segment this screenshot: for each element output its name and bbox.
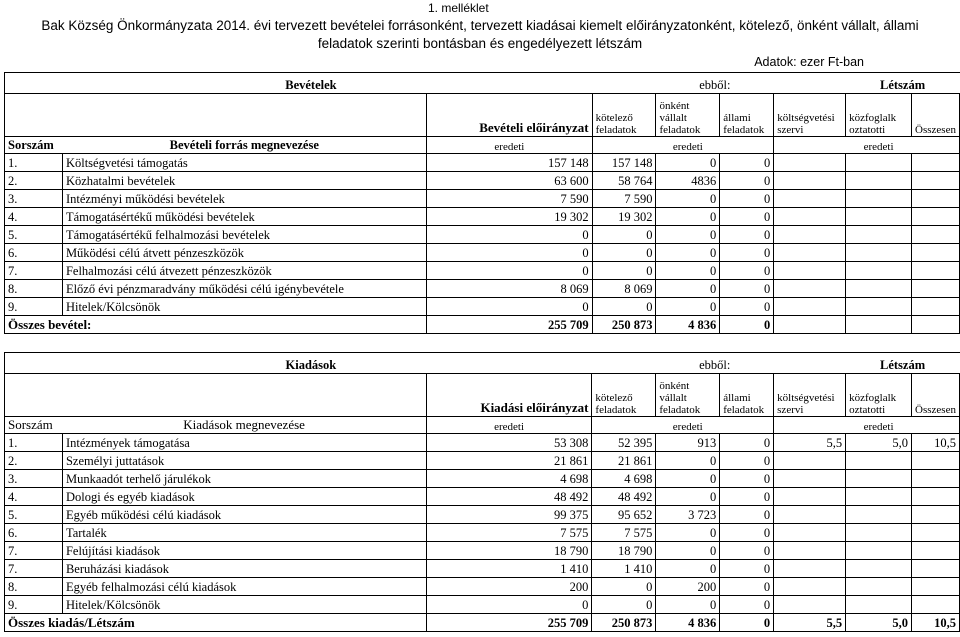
row-koltsegvetesi	[774, 560, 846, 578]
revenue-sorszam-label: Sorszám	[5, 137, 63, 154]
row-kotelezo: 8 069	[592, 280, 656, 298]
row-osszesen	[912, 578, 960, 596]
row-number: 4.	[5, 208, 63, 226]
row-osszesen	[912, 172, 960, 190]
row-total: 53 308	[426, 434, 592, 452]
row-name: Támogatásértékű felhalmozási bevételek	[62, 226, 426, 244]
row-kozfoglalk	[846, 542, 912, 560]
table-row	[5, 560, 960, 578]
table-row	[5, 470, 960, 488]
title-line-1: Bak Község Önkormányzata 2014. évi tervezett bevételei forrásonként, tervezett kiadásai kiemelt előirányzatonként, kötelező, önként vállalt, állami	[41, 18, 919, 33]
row-total: 18 790	[426, 542, 592, 560]
row-onkent: 0	[656, 262, 720, 280]
revenue-appropriation-header: Bevételi előirányzat	[427, 94, 593, 137]
row-kozfoglalk	[846, 506, 912, 524]
row-number: 6.	[5, 244, 63, 262]
row-kotelezo: 0	[592, 244, 656, 262]
row-osszesen	[912, 542, 960, 560]
revenue-col-koltsegvetesi: költségvetési szervi	[774, 94, 846, 137]
row-total: 0	[427, 262, 593, 280]
revenue-col-allami: állami feladatok	[720, 94, 774, 137]
row-kozfoglalk	[846, 560, 912, 578]
row-onkent: 200	[656, 578, 720, 596]
expense-col-osszesen: Összesen	[912, 374, 960, 417]
row-number: 7.	[5, 262, 63, 280]
row-osszesen	[912, 596, 960, 614]
total-koltsegvetesi	[774, 316, 846, 334]
row-koltsegvetesi	[774, 524, 846, 542]
row-kozfoglalk	[846, 578, 912, 596]
total-allami: 0	[720, 316, 774, 334]
row-osszesen	[912, 262, 960, 280]
row-onkent: 0	[656, 280, 720, 298]
expense-col-onkent: önként vállalt feladatok	[656, 374, 720, 417]
revenue-eredeti-3: eredeti	[846, 137, 912, 154]
row-koltsegvetesi	[774, 542, 846, 560]
row-kozfoglalk	[846, 172, 912, 190]
row-total: 21 861	[426, 452, 592, 470]
row-koltsegvetesi	[774, 578, 846, 596]
table-row	[5, 488, 960, 506]
row-total: 157 148	[427, 154, 593, 172]
table-row	[5, 452, 960, 470]
row-kozfoglalk	[846, 226, 912, 244]
row-kotelezo: 0	[592, 226, 656, 244]
total-osszesen: 10,5	[912, 614, 960, 632]
row-kozfoglalk	[846, 262, 912, 280]
row-onkent: 0	[656, 298, 720, 316]
row-name: Felújítási kiadások	[62, 542, 426, 560]
row-onkent: 0	[656, 226, 720, 244]
row-kotelezo: 1 410	[592, 560, 656, 578]
row-number: 5.	[5, 226, 63, 244]
table-row	[5, 172, 960, 190]
row-name: Intézmények támogatása	[62, 434, 426, 452]
row-osszesen	[912, 298, 960, 316]
annex-label: 1. melléklet	[428, 1, 489, 15]
row-kotelezo: 7 590	[592, 190, 656, 208]
row-allami: 0	[720, 524, 774, 542]
revenue-letszam-label: Létszám	[846, 73, 960, 94]
row-koltsegvetesi	[774, 190, 846, 208]
row-onkent: 0	[656, 524, 720, 542]
table-row	[5, 506, 960, 524]
row-number: 2.	[5, 172, 63, 190]
row-koltsegvetesi	[774, 208, 846, 226]
table-row	[5, 596, 960, 614]
table-row	[5, 578, 960, 596]
row-number: 3.	[5, 470, 63, 488]
row-total: 7 575	[426, 524, 592, 542]
row-kozfoglalk	[846, 488, 912, 506]
row-allami: 0	[720, 190, 774, 208]
row-total: 8 069	[427, 280, 593, 298]
row-kozfoglalk	[846, 596, 912, 614]
row-kozfoglalk	[846, 524, 912, 542]
table-row	[5, 190, 960, 208]
row-total: 200	[426, 578, 592, 596]
row-koltsegvetesi	[774, 226, 846, 244]
revenue-name-header: Bevételi forrás megnevezése	[62, 137, 426, 154]
row-koltsegvetesi: 5,5	[774, 434, 846, 452]
row-name: Támogatásértékű működési bevételek	[62, 208, 426, 226]
row-onkent: 913	[656, 434, 720, 452]
table-row	[5, 226, 960, 244]
total-onkent: 4 836	[656, 316, 720, 334]
row-kotelezo: 157 148	[592, 154, 656, 172]
row-number: 4.	[5, 488, 63, 506]
row-osszesen	[912, 154, 960, 172]
expense-sorszam-label: Sorszám	[5, 417, 63, 434]
row-name: Felhalmozási célú átvezett pénzeszközök	[62, 262, 426, 280]
row-name: Közhatalmi bevételek	[62, 172, 426, 190]
revenue-group-label: Bevételek	[62, 73, 426, 94]
table-row	[5, 280, 960, 298]
row-allami: 0	[720, 244, 774, 262]
row-koltsegvetesi	[774, 280, 846, 298]
row-koltsegvetesi	[774, 488, 846, 506]
row-name: Egyéb működési célú kiadások	[62, 506, 426, 524]
total-osszesen	[912, 316, 960, 334]
row-kotelezo: 21 861	[592, 452, 656, 470]
row-allami: 0	[720, 506, 774, 524]
row-kotelezo: 7 575	[592, 524, 656, 542]
row-osszesen	[912, 506, 960, 524]
revenue-sorszam-row	[5, 137, 960, 154]
row-number: 9.	[5, 596, 63, 614]
revenue-table	[4, 72, 960, 334]
total-kotelezo: 250 873	[592, 316, 656, 334]
row-allami: 0	[720, 298, 774, 316]
row-osszesen	[912, 226, 960, 244]
expense-col-koltsegvetesi: költségvetési szervi	[774, 374, 846, 417]
revenue-col-onkent: önként vállalt feladatok	[656, 94, 720, 137]
row-kozfoglalk	[846, 452, 912, 470]
expense-eredeti-2: eredeti	[656, 417, 720, 434]
row-koltsegvetesi	[774, 244, 846, 262]
row-koltsegvetesi	[774, 506, 846, 524]
row-kotelezo: 0	[592, 298, 656, 316]
table-row	[5, 244, 960, 262]
row-allami: 0	[720, 560, 774, 578]
row-kotelezo: 58 764	[592, 172, 656, 190]
row-osszesen	[912, 488, 960, 506]
row-total: 1 410	[426, 560, 592, 578]
row-name: Egyéb felhalmozási célú kiadások	[62, 578, 426, 596]
total-kozfoglalk: 5,0	[846, 614, 912, 632]
row-allami: 0	[720, 226, 774, 244]
row-koltsegvetesi	[774, 470, 846, 488]
total-koltsegvetesi: 5,5	[774, 614, 846, 632]
row-onkent: 0	[656, 542, 720, 560]
row-kotelezo: 19 302	[592, 208, 656, 226]
total-kotelezo: 250 873	[592, 614, 656, 632]
row-number: 6.	[5, 524, 63, 542]
total-allami: 0	[720, 614, 774, 632]
expense-sorszam-row	[5, 417, 960, 434]
row-allami: 0	[720, 596, 774, 614]
row-osszesen	[912, 452, 960, 470]
total-value: 255 709	[426, 614, 592, 632]
expense-column-header-row	[5, 374, 960, 417]
row-osszesen	[912, 208, 960, 226]
row-name: Intézményi működési bevételek	[62, 190, 426, 208]
row-number: 2.	[5, 452, 63, 470]
row-osszesen	[912, 244, 960, 262]
row-number: 1.	[5, 434, 63, 452]
row-total: 0	[427, 244, 593, 262]
expense-eredeti-3: eredeti	[846, 417, 912, 434]
row-number: 7.	[5, 542, 63, 560]
row-name: Dologi és egyéb kiadások	[62, 488, 426, 506]
row-onkent: 0	[656, 244, 720, 262]
row-kotelezo: 4 698	[592, 470, 656, 488]
row-allami: 0	[720, 172, 774, 190]
row-total: 0	[426, 596, 592, 614]
row-name: Működési célú átvett pénzeszközök	[62, 244, 426, 262]
row-koltsegvetesi	[774, 452, 846, 470]
total-label: Összes bevétel:	[5, 316, 427, 334]
row-allami: 0	[720, 154, 774, 172]
row-kozfoglalk	[846, 244, 912, 262]
row-onkent: 0	[656, 470, 720, 488]
row-koltsegvetesi	[774, 596, 846, 614]
row-total: 19 302	[427, 208, 593, 226]
row-name: Előző évi pénzmaradvány működési célú igénybevétele	[62, 280, 426, 298]
row-allami: 0	[720, 542, 774, 560]
revenue-col-kotelezo: kötelező feladatok	[592, 94, 656, 137]
table-row	[5, 298, 960, 316]
row-allami: 0	[720, 262, 774, 280]
row-osszesen: 10,5	[912, 434, 960, 452]
revenue-col-osszesen: Összesen	[912, 94, 960, 137]
table-row	[5, 434, 960, 452]
row-kozfoglalk: 5,0	[846, 434, 912, 452]
row-kozfoglalk	[846, 190, 912, 208]
row-name: Hitelek/Kölcsönök	[62, 298, 426, 316]
row-kotelezo: 52 395	[592, 434, 656, 452]
row-onkent: 4836	[656, 172, 720, 190]
row-kozfoglalk	[846, 154, 912, 172]
row-kotelezo: 0	[592, 262, 656, 280]
total-onkent: 4 836	[656, 614, 720, 632]
expense-col-allami: állami feladatok	[720, 374, 774, 417]
row-kozfoglalk	[846, 298, 912, 316]
row-kozfoglalk	[846, 470, 912, 488]
row-onkent: 0	[656, 190, 720, 208]
row-koltsegvetesi	[774, 172, 846, 190]
unit-note: Adatok: ezer Ft-ban	[754, 55, 864, 69]
total-value: 255 709	[427, 316, 593, 334]
total-label: Összes kiadás/Létszám	[5, 614, 427, 632]
row-allami: 0	[720, 578, 774, 596]
row-total: 99 375	[426, 506, 592, 524]
row-name: Hitelek/Kölcsönök	[62, 596, 426, 614]
row-allami: 0	[720, 434, 774, 452]
row-number: 3.	[5, 190, 63, 208]
revenue-eredeti-1: eredeti	[427, 137, 593, 154]
table-row	[5, 524, 960, 542]
row-onkent: 3 723	[656, 506, 720, 524]
row-osszesen	[912, 470, 960, 488]
revenue-group-header-row	[5, 73, 960, 94]
row-total: 0	[427, 298, 593, 316]
expense-group-label: Kiadások	[62, 353, 426, 374]
row-number: 5.	[5, 506, 63, 524]
row-koltsegvetesi	[774, 154, 846, 172]
table-row	[5, 542, 960, 560]
expense-group-header-row	[5, 353, 960, 374]
expense-name-header: Kiadások megnevezése	[62, 417, 426, 434]
expense-eredeti-1: eredeti	[426, 417, 592, 434]
revenue-column-header-row	[5, 94, 960, 137]
row-total: 7 590	[427, 190, 593, 208]
row-onkent: 0	[656, 596, 720, 614]
document-title	[4, 17, 956, 53]
expense-col-kozfoglalk: közfoglalk oztatotti	[846, 374, 912, 417]
row-onkent: 0	[656, 452, 720, 470]
revenue-ebbol-label: ebből:	[656, 73, 774, 94]
row-osszesen	[912, 524, 960, 542]
row-number: 8.	[5, 280, 63, 298]
row-name: Költségvetési támogatás	[62, 154, 426, 172]
row-number: 7.	[5, 560, 63, 578]
row-allami: 0	[720, 452, 774, 470]
row-number: 9.	[5, 298, 63, 316]
row-total: 48 492	[426, 488, 592, 506]
total-row	[5, 316, 960, 334]
row-total: 63 600	[427, 172, 593, 190]
table-row	[5, 262, 960, 280]
row-koltsegvetesi	[774, 298, 846, 316]
expense-col-kotelezo: kötelező feladatok	[592, 374, 656, 417]
row-onkent: 0	[656, 208, 720, 226]
expense-appropriation-header: Kiadási előirányzat	[426, 374, 592, 417]
row-kotelezo: 18 790	[592, 542, 656, 560]
row-kotelezo: 0	[592, 596, 656, 614]
row-number: 1.	[5, 154, 63, 172]
table-row	[5, 208, 960, 226]
row-allami: 0	[720, 280, 774, 298]
row-allami: 0	[720, 470, 774, 488]
row-total: 4 698	[426, 470, 592, 488]
row-allami: 0	[720, 488, 774, 506]
expense-table	[4, 352, 960, 632]
row-name: Munkaadót terhelő járulékok	[62, 470, 426, 488]
row-kozfoglalk	[846, 208, 912, 226]
row-kozfoglalk	[846, 280, 912, 298]
revenue-eredeti-2: eredeti	[656, 137, 720, 154]
row-name: Beruházási kiadások	[62, 560, 426, 578]
title-line-2: feladatok szerinti bontásban és engedélyezett létszám	[317, 36, 643, 51]
row-kotelezo: 48 492	[592, 488, 656, 506]
row-kotelezo: 0	[592, 578, 656, 596]
row-osszesen	[912, 190, 960, 208]
row-kotelezo: 95 652	[592, 506, 656, 524]
row-number: 8.	[5, 578, 63, 596]
row-allami: 0	[720, 208, 774, 226]
row-osszesen	[912, 560, 960, 578]
row-onkent: 0	[656, 154, 720, 172]
row-name: Tartalék	[62, 524, 426, 542]
row-onkent: 0	[656, 488, 720, 506]
table-row	[5, 154, 960, 172]
expense-letszam-label: Létszám	[846, 353, 960, 374]
expense-ebbol-label: ebből:	[656, 353, 774, 374]
revenue-col-kozfoglalk: közfoglalk oztatotti	[846, 94, 912, 137]
total-row	[5, 614, 960, 632]
row-name: Személyi juttatások	[62, 452, 426, 470]
row-onkent: 0	[656, 560, 720, 578]
row-total: 0	[427, 226, 593, 244]
total-kozfoglalk	[846, 316, 912, 334]
row-osszesen	[912, 280, 960, 298]
row-koltsegvetesi	[774, 262, 846, 280]
